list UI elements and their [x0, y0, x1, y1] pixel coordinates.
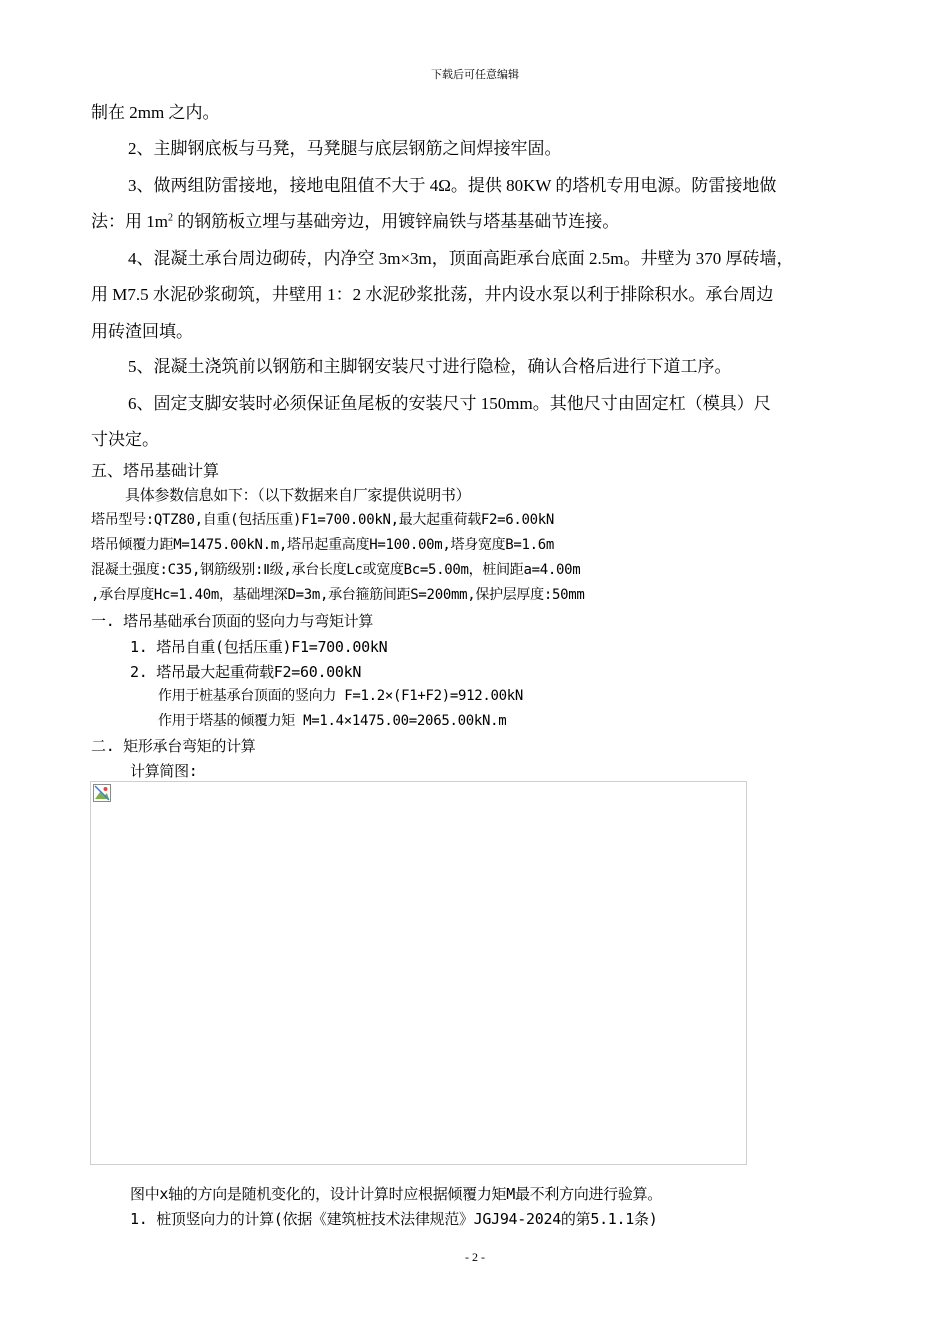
calc-line: 塔吊型号:QTZ80,自重(包括压重)F1=700.00kN,最大起重荷载F2=6.00kN — [91, 512, 555, 528]
page-header: 下载后可任意编辑 — [431, 68, 519, 81]
paragraph-line: 用 M7.5 水泥砂浆砌筑，井壁用 1：2 水泥砂浆批荡，井内设水泵以利于排除积水。承台周边 — [91, 285, 774, 304]
calc-item: 1. 塔吊自重(包括压重)F1=700.00kN — [130, 638, 388, 656]
paragraph-line: 法：用 $1m^2$ 的钢筋板立埋与基础旁边，用镀锌扁铁与塔基基础节连接。 — [91, 212, 620, 231]
calc-line: ,承台厚度Hc=1.40m，基础埋深D=3m,承台箍筋间距S=200mm,保护层厚度:50mm — [91, 587, 585, 603]
section-heading: 五、塔吊基础计算 — [91, 463, 220, 480]
page-number: - 2 - — [465, 1250, 485, 1264]
diagram-image-placeholder — [90, 781, 747, 1165]
calc-note: 图中x轴的方向是随机变化的，设计计算时应根据倾覆力矩M最不利方向进行验算。 — [130, 1185, 662, 1203]
calc-heading: 二. 矩形承台弯矩的计算 — [91, 737, 256, 755]
calc-heading: 一. 塔吊基础承台顶面的竖向力与弯矩计算 — [91, 612, 374, 630]
calc-item: 计算简图: — [130, 762, 198, 780]
paragraph-item-3: 3、做两组防雷接地，接地电阻值不大于 4Ω。提供 80KW 的塔机专用电源。防雷接地做 — [128, 176, 777, 195]
paragraph-line: 寸决定。 — [91, 430, 159, 449]
paragraph-line: 用砖渣回填。 — [91, 322, 193, 341]
paragraph-item-6: 6、固定支脚安装时必须保证鱼尾板的安装尺寸 150mm。其他尺寸由固定杠（模具）尺 — [128, 394, 771, 413]
paragraph-item-2: 2、主脚钢底板与马凳，马凳腿与底层钢筋之间焊接牢固。 — [128, 139, 562, 158]
calc-intro: 具体参数信息如下：（以下数据来自厂家提供说明书） — [125, 486, 471, 504]
paragraph-item-5: 5、混凝土浇筑前以钢筋和主脚钢安装尺寸进行隐检，确认合格后进行下道工序。 — [128, 357, 732, 376]
paragraph-item-4: 4、混凝土承台周边砌砖，内净空 3m×3m，顶面高距承台底面 2.5m。井壁为 370 厚砖墙， — [128, 249, 794, 268]
broken-image-icon — [93, 784, 111, 802]
calc-line: 作用于桩基承台顶面的竖向力 F=1.2×(F1+F2)=912.00kN — [158, 688, 524, 704]
calc-item: 1. 桩顶竖向力的计算(依据《建筑桩技术法律规范》JGJ94-2024的第5.1.1条) — [130, 1210, 658, 1228]
calc-line: 作用于塔基的倾覆力矩 M=1.4×1475.00=2065.00kN.m — [158, 713, 507, 729]
calc-line: 塔吊倾覆力距M=1475.00kN.m,塔吊起重高度H=100.00m,塔身宽度B=1.6m — [91, 537, 555, 553]
calc-item: 2. 塔吊最大起重荷载F2=60.00kN — [130, 663, 362, 681]
paragraph-line: 制在 2mm 之内。 — [91, 103, 220, 122]
calc-line: 混凝土强度:C35,钢筋级别:Ⅱ级,承台长度Lc或宽度Bc=5.00m，桩间距a=4.00m — [91, 562, 581, 578]
